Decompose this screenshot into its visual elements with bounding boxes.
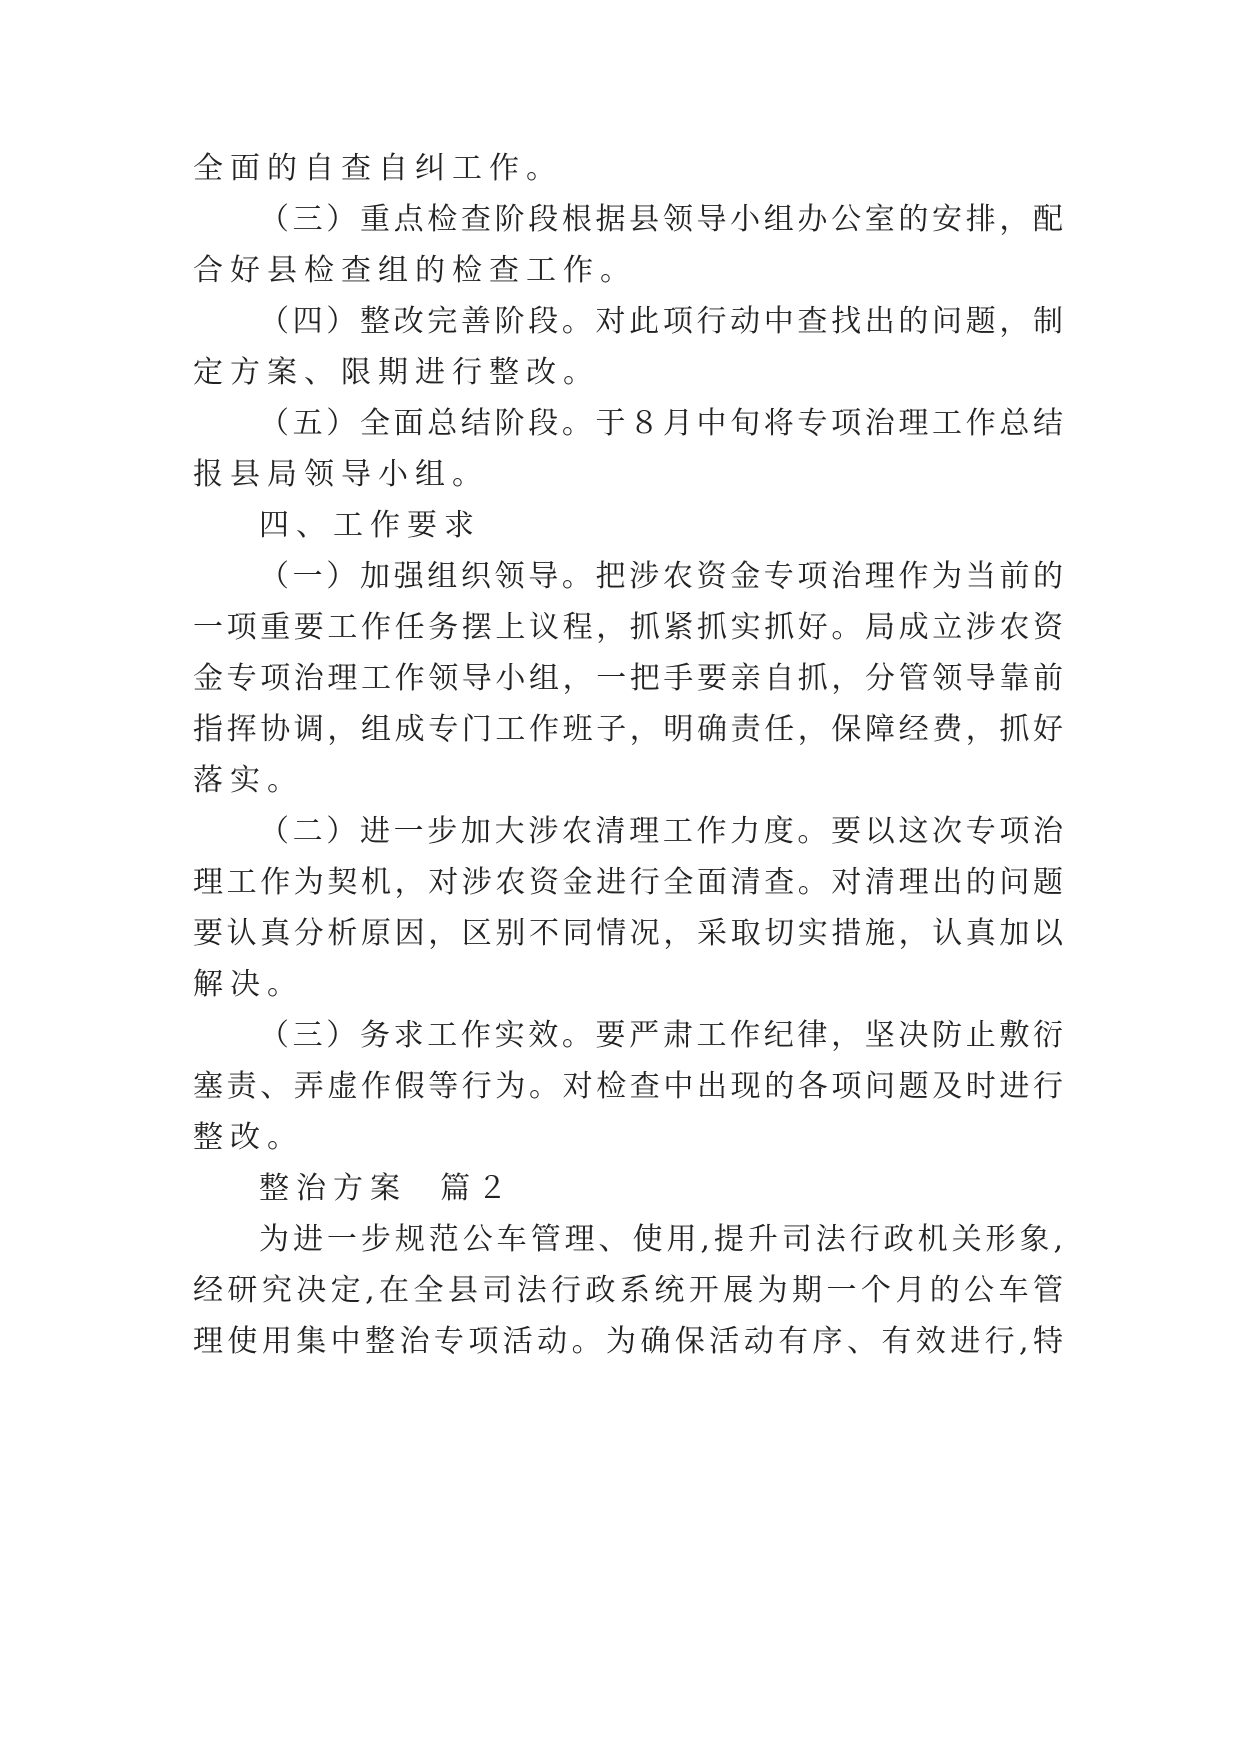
text-line: 全面的自查自纠工作。 xyxy=(193,151,563,186)
text-line: （三）务求工作实效。要严肃工作纪律，坚决防止敷衍 xyxy=(259,1018,1063,1053)
text-line: 为进一步规范公车管理、使用,提升司法行政机关形象, xyxy=(259,1222,1063,1257)
section-heading: 四、工作要求 xyxy=(259,508,481,543)
text-line: 定方案、限期进行整改。 xyxy=(193,355,600,390)
text-line: 解决。 xyxy=(193,967,304,1002)
text-line: 理使用集中整治专项活动。为确保活动有序、有效进行,特 xyxy=(193,1324,1063,1359)
text-line: 塞责、弄虚作假等行为。对检查中出现的各项问题及时进行 xyxy=(193,1069,1063,1104)
text-line: 合好县检查组的检查工作。 xyxy=(193,253,637,288)
text-line: 要认真分析原因，区别不同情况，采取切实措施，认真加以 xyxy=(193,916,1063,951)
text-line: （三）重点检查阶段根据县领导小组办公室的安排，配 xyxy=(259,202,1063,237)
section-heading: 整治方案 篇２ xyxy=(259,1171,515,1206)
text-line: （五）全面总结阶段。于８月中旬将专项治理工作总结 xyxy=(259,406,1063,441)
text-line: （四）整改完善阶段。对此项行动中查找出的问题，制 xyxy=(259,304,1063,339)
text-line: 整改。 xyxy=(193,1120,304,1155)
text-line: 一项重要工作任务摆上议程，抓紧抓实抓好。局成立涉农资 xyxy=(193,610,1063,645)
text-line: 报县局领导小组。 xyxy=(193,457,489,492)
text-line: 理工作为契机，对涉农资金进行全面清查。对清理出的问题 xyxy=(193,865,1063,900)
text-line: 经研究决定,在全县司法行政系统开展为期一个月的公车管 xyxy=(193,1273,1063,1308)
text-line: （一）加强组织领导。把涉农资金专项治理作为当前的 xyxy=(259,559,1063,594)
text-line: （二）进一步加大涉农清理工作力度。要以这次专项治 xyxy=(259,814,1063,849)
text-line: 落实。 xyxy=(193,763,304,798)
text-line: 指挥协调，组成专门工作班子，明确责任，保障经费，抓好 xyxy=(193,712,1063,747)
text-line: 金专项治理工作领导小组，一把手要亲自抓，分管领导靠前 xyxy=(193,661,1063,696)
